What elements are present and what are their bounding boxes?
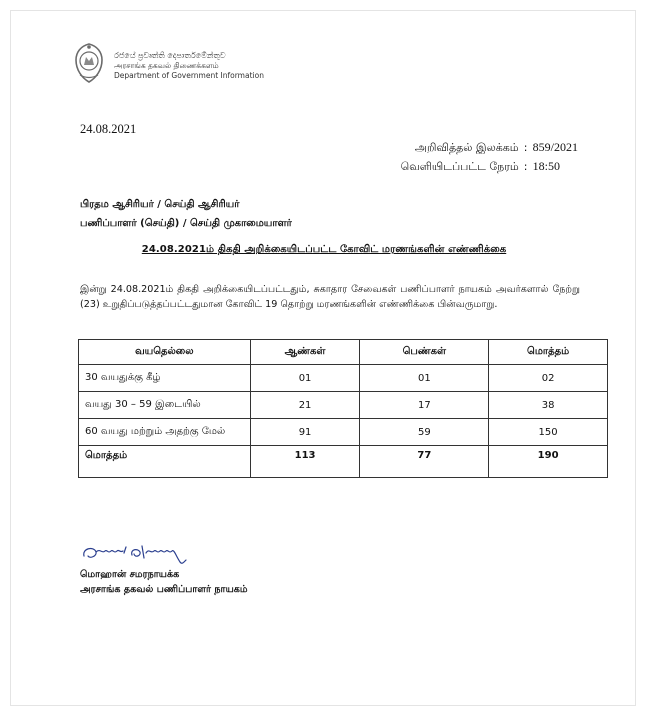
recipients [80,195,292,233]
department-name-english: Department of Government Information [114,71,264,80]
announcement-meta [401,138,578,176]
age-range-cell: 60 வயது மற்றும் அதற்கு மேல் [79,419,251,446]
grand-total-cell: 190 [489,446,608,478]
department-header [114,51,264,81]
total-cell: 38 [489,392,608,419]
release-time-value: 18:50 [532,159,560,173]
total-cell: 02 [489,365,608,392]
column-header-males: ஆண்கள் [250,340,360,365]
signer-name: மொஹான் சமரநாயக்க [80,569,180,580]
table-total-row [79,446,608,478]
government-emblem-icon [72,42,106,84]
age-range-cell: வயது 30 – 59 இடையில் [79,392,251,419]
department-name-tamil: அரசாங்க தகவல் திணைக்களம் [114,61,219,70]
males-cell: 91 [250,419,360,446]
recipient-line-1: பிரதம ஆசிரியர் / செய்தி ஆசிரியர் [80,199,240,210]
subject-heading: 24.08.2021ம் திகதி அறிக்கையிடப்பட்ட கோவிட் மரணங்களின் எண்ணிக்கை [141,244,507,255]
column-header-females: பெண்கள் [360,340,489,365]
females-total-cell: 77 [360,446,489,478]
announcement-number-row [401,138,578,157]
males-cell: 01 [250,365,360,392]
total-cell: 150 [489,419,608,446]
females-cell: 59 [360,419,489,446]
handwritten-signature [80,540,230,570]
release-time-label: வெளியிடப்பட்ட நேரம் [400,160,519,173]
signer-block [80,567,248,597]
body-paragraph: இன்று 24.08.2021ம் திகதி அறிக்கையிடப்பட்டதும், சுகாதார சேவைகள் பணிப்பாளர் நாயகம் அவர்களால் நேற்று (23) உறுதிப்படுத்தப்பட்டதுமான கோவிட் 19 தொற்று மரணங்களின் எண்ணிக்கை பின்வருமாறு. [80,284,580,310]
column-header-total: மொத்தம் [489,340,608,365]
separator: : [523,141,528,154]
recipient-line-2: பணிப்பாளர் (செய்தி) / செய்தி முகாமையாளர் [80,218,292,229]
age-range-cell: 30 வயதுக்கு கீழ் [79,365,251,392]
department-name-sinhala: රජයේ ප්‍රවෘත්ති දෙපාර්තමේන්තුව [114,51,226,60]
covid-deaths-table [78,339,608,478]
table-row [79,392,608,419]
release-time-row [401,157,578,176]
females-cell: 01 [360,365,489,392]
table-header-row [79,340,608,365]
announcement-number-label: அறிவித்தல் இலக்கம் [414,141,519,154]
total-label-cell: மொத்தம் [79,446,251,478]
signer-title: அரசாங்க தகவல் பணிப்பாளர் நாயகம் [80,584,248,595]
males-cell: 21 [250,392,360,419]
separator: : [523,160,528,173]
males-total-cell: 113 [250,446,360,478]
table-row [79,365,608,392]
females-cell: 17 [360,392,489,419]
document-date: 24.08.2021 [80,122,137,136]
column-header-age-range: வயதெல்லை [79,340,251,365]
announcement-number-value: 859/2021 [532,140,578,154]
table-row [79,419,608,446]
